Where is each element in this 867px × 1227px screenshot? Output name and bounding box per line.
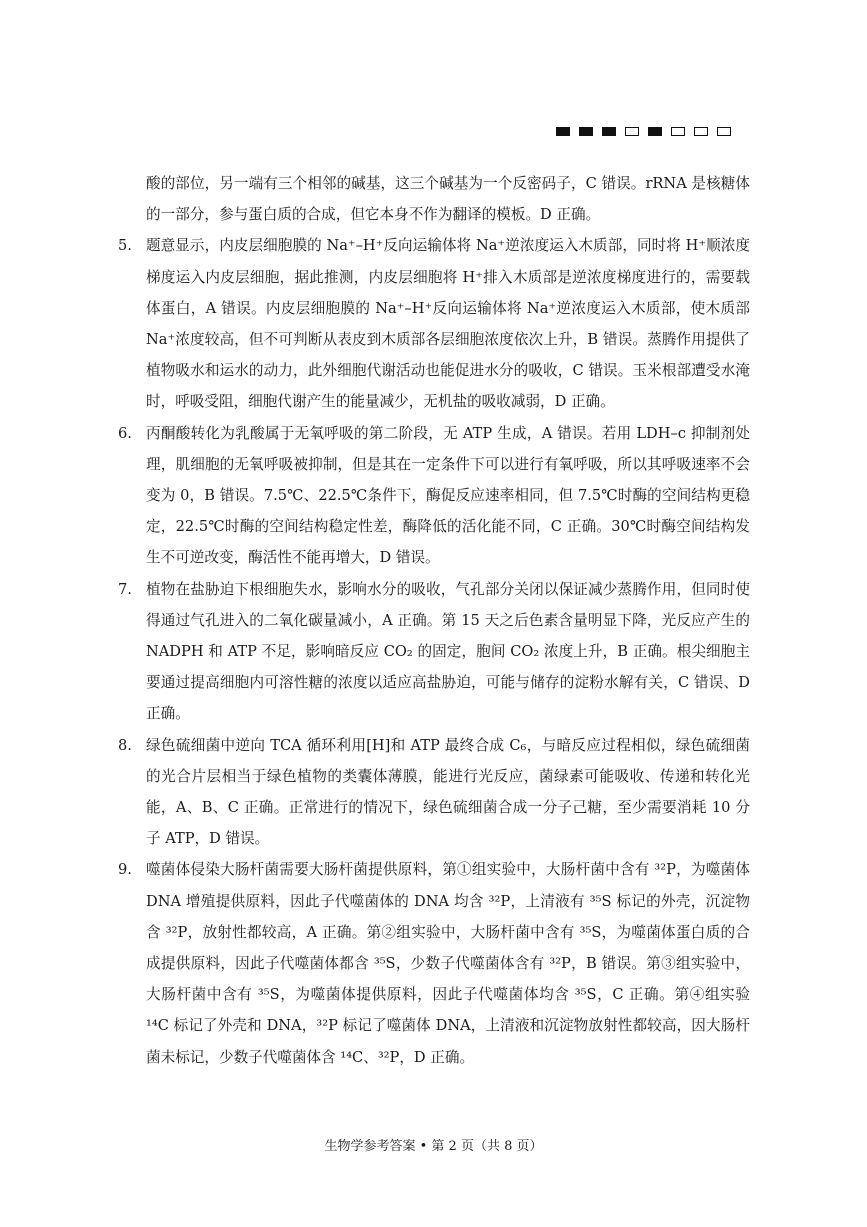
- filled-square-icon: [602, 127, 616, 136]
- answer-content: [118, 168, 750, 1073]
- empty-square-icon: [717, 127, 731, 136]
- answer-item-5: [118, 230, 750, 417]
- answer-text: 噬菌体侵染大肠杆菌需要大肠杆菌提供原料，第①组实验中，大肠杆菌中含有 ³²P，为噬菌体 DNA 增殖提供原料，因此子代噬菌体的 DNA 均含 ³²P，上清液有 ³⁵S 标记的外壳，沉淀物含 ³²P，放射性都较高，A 正确。第②组实验中，大肠杆菌中含有 ³⁵S，为噬菌体蛋白质的合成提供原料，因此子代噬菌体都含 ³⁵S，少数子代噬菌体含有 ³²P，B 错误。第③组实验中，大肠杆菌中含有 ³⁵S，为噬菌体提供原料，因此子代噬菌体均含 ³⁵S，C 正确。第④组实验 ¹⁴C 标记了外壳和 DNA，³²P 标记了噬菌体 DNA，上清液和沉淀物放射性都较高，因大肠杆菌未标记，少数子代噬菌体含 ¹⁴C、³²P，D 正确。: [146, 861, 750, 1066]
- filled-square-icon: [648, 127, 662, 136]
- answer-item-6: [118, 418, 750, 574]
- answer-number: 7.: [118, 580, 132, 598]
- answer-item-7: [118, 574, 750, 730]
- answer-text: 绿色硫细菌中逆向 TCA 循环利用[H]和 ATP 最终合成 C₆，与暗反应过程相似，绿色硫细菌的光合片层相当于绿色植物的类囊体薄膜，能进行光反应，菌绿素可能吸收、传递和转化光能，A、B、C 正确。正常进行的情况下，绿色硫细菌合成一分子己糖，至少需要消耗 10 分子 ATP，D 错误。: [146, 736, 750, 848]
- filled-square-icon: [579, 127, 593, 136]
- page-progress-marks: [556, 127, 731, 136]
- empty-square-icon: [694, 127, 708, 136]
- answer-number: 5.: [118, 237, 132, 255]
- empty-square-icon: [625, 127, 639, 136]
- answer-item-8: [118, 730, 750, 855]
- empty-square-icon: [671, 127, 685, 136]
- filled-square-icon: [556, 127, 570, 136]
- answer-text: 丙酮酸转化为乳酸属于无氧呼吸的第二阶段，无 ATP 生成，A 错误。若用 LDH–c 抑制剂处理，肌细胞的无氧呼吸被抑制，但是其在一定条件下可以进行有氧呼吸，所以其呼吸速率不会变为 0，B 错误。7.5℃、22.5℃条件下，酶促反应速率相同，但 7.5℃时酶的空间结构更稳定，22.5℃时酶的空间结构稳定性差，酶降低的活化能不同，C 正确。30℃时酶空间结构发生不可逆改变，酶活性不能再增大，D 错误。: [146, 424, 750, 567]
- answer-text: 植物在盐胁迫下根细胞失水，影响水分的吸收，气孔部分关闭以保证减少蒸腾作用，但同时使得通过气孔进入的二氧化碳量减小，A 正确。第 15 天之后色素含量明显下降，光反应产生的 NADPH 和 ATP 不足，影响暗反应 CO₂ 的固定，胞间 CO₂ 浓度上升，B 正确。根尖细胞主要通过提高细胞内可溶性糖的浓度以适应高盐胁迫，可能与储存的淀粉水解有关，C 错误、D 正确。: [146, 580, 750, 723]
- answer-continuation: [118, 168, 750, 230]
- answer-text: 题意显示，内皮层细胞膜的 Na⁺–H⁺反向运输体将 Na⁺逆浓度运入木质部，同时将 H⁺顺浓度梯度运入内皮层细胞，据此推测，内皮层细胞将 H⁺排入木质部是逆浓度梯度进行的，需要载体蛋白，A 错误。内皮层细胞膜的 Na⁺–H⁺反向运输体将 Na⁺逆浓度运入木质部，使木质部 Na⁺浓度较高，但不可判断从表皮到木质部各层细胞浓度依次上升，B 错误。蒸腾作用提供了植物吸水和运水的动力，此外细胞代谢活动也能促进水分的吸收，C 错误。玉米根部遭受水淹时，呼吸受阻，细胞代谢产生的能量减少，无机盐的吸收减弱，D 正确。: [146, 237, 750, 411]
- answer-number: 6.: [118, 424, 132, 442]
- answer-item-9: [118, 854, 750, 1072]
- answer-number: 8.: [118, 736, 132, 754]
- answer-number: 9.: [118, 861, 132, 879]
- answer-text: 酸的部位，另一端有三个相邻的碱基，这三个碱基为一个反密码子，C 错误。rRNA 是核糖体的一部分，参与蛋白质的合成，但它本身不作为翻译的模板。D 正确。: [146, 175, 750, 224]
- page-footer: 生物学参考答案 • 第 2 页（共 8 页）: [324, 1139, 543, 1154]
